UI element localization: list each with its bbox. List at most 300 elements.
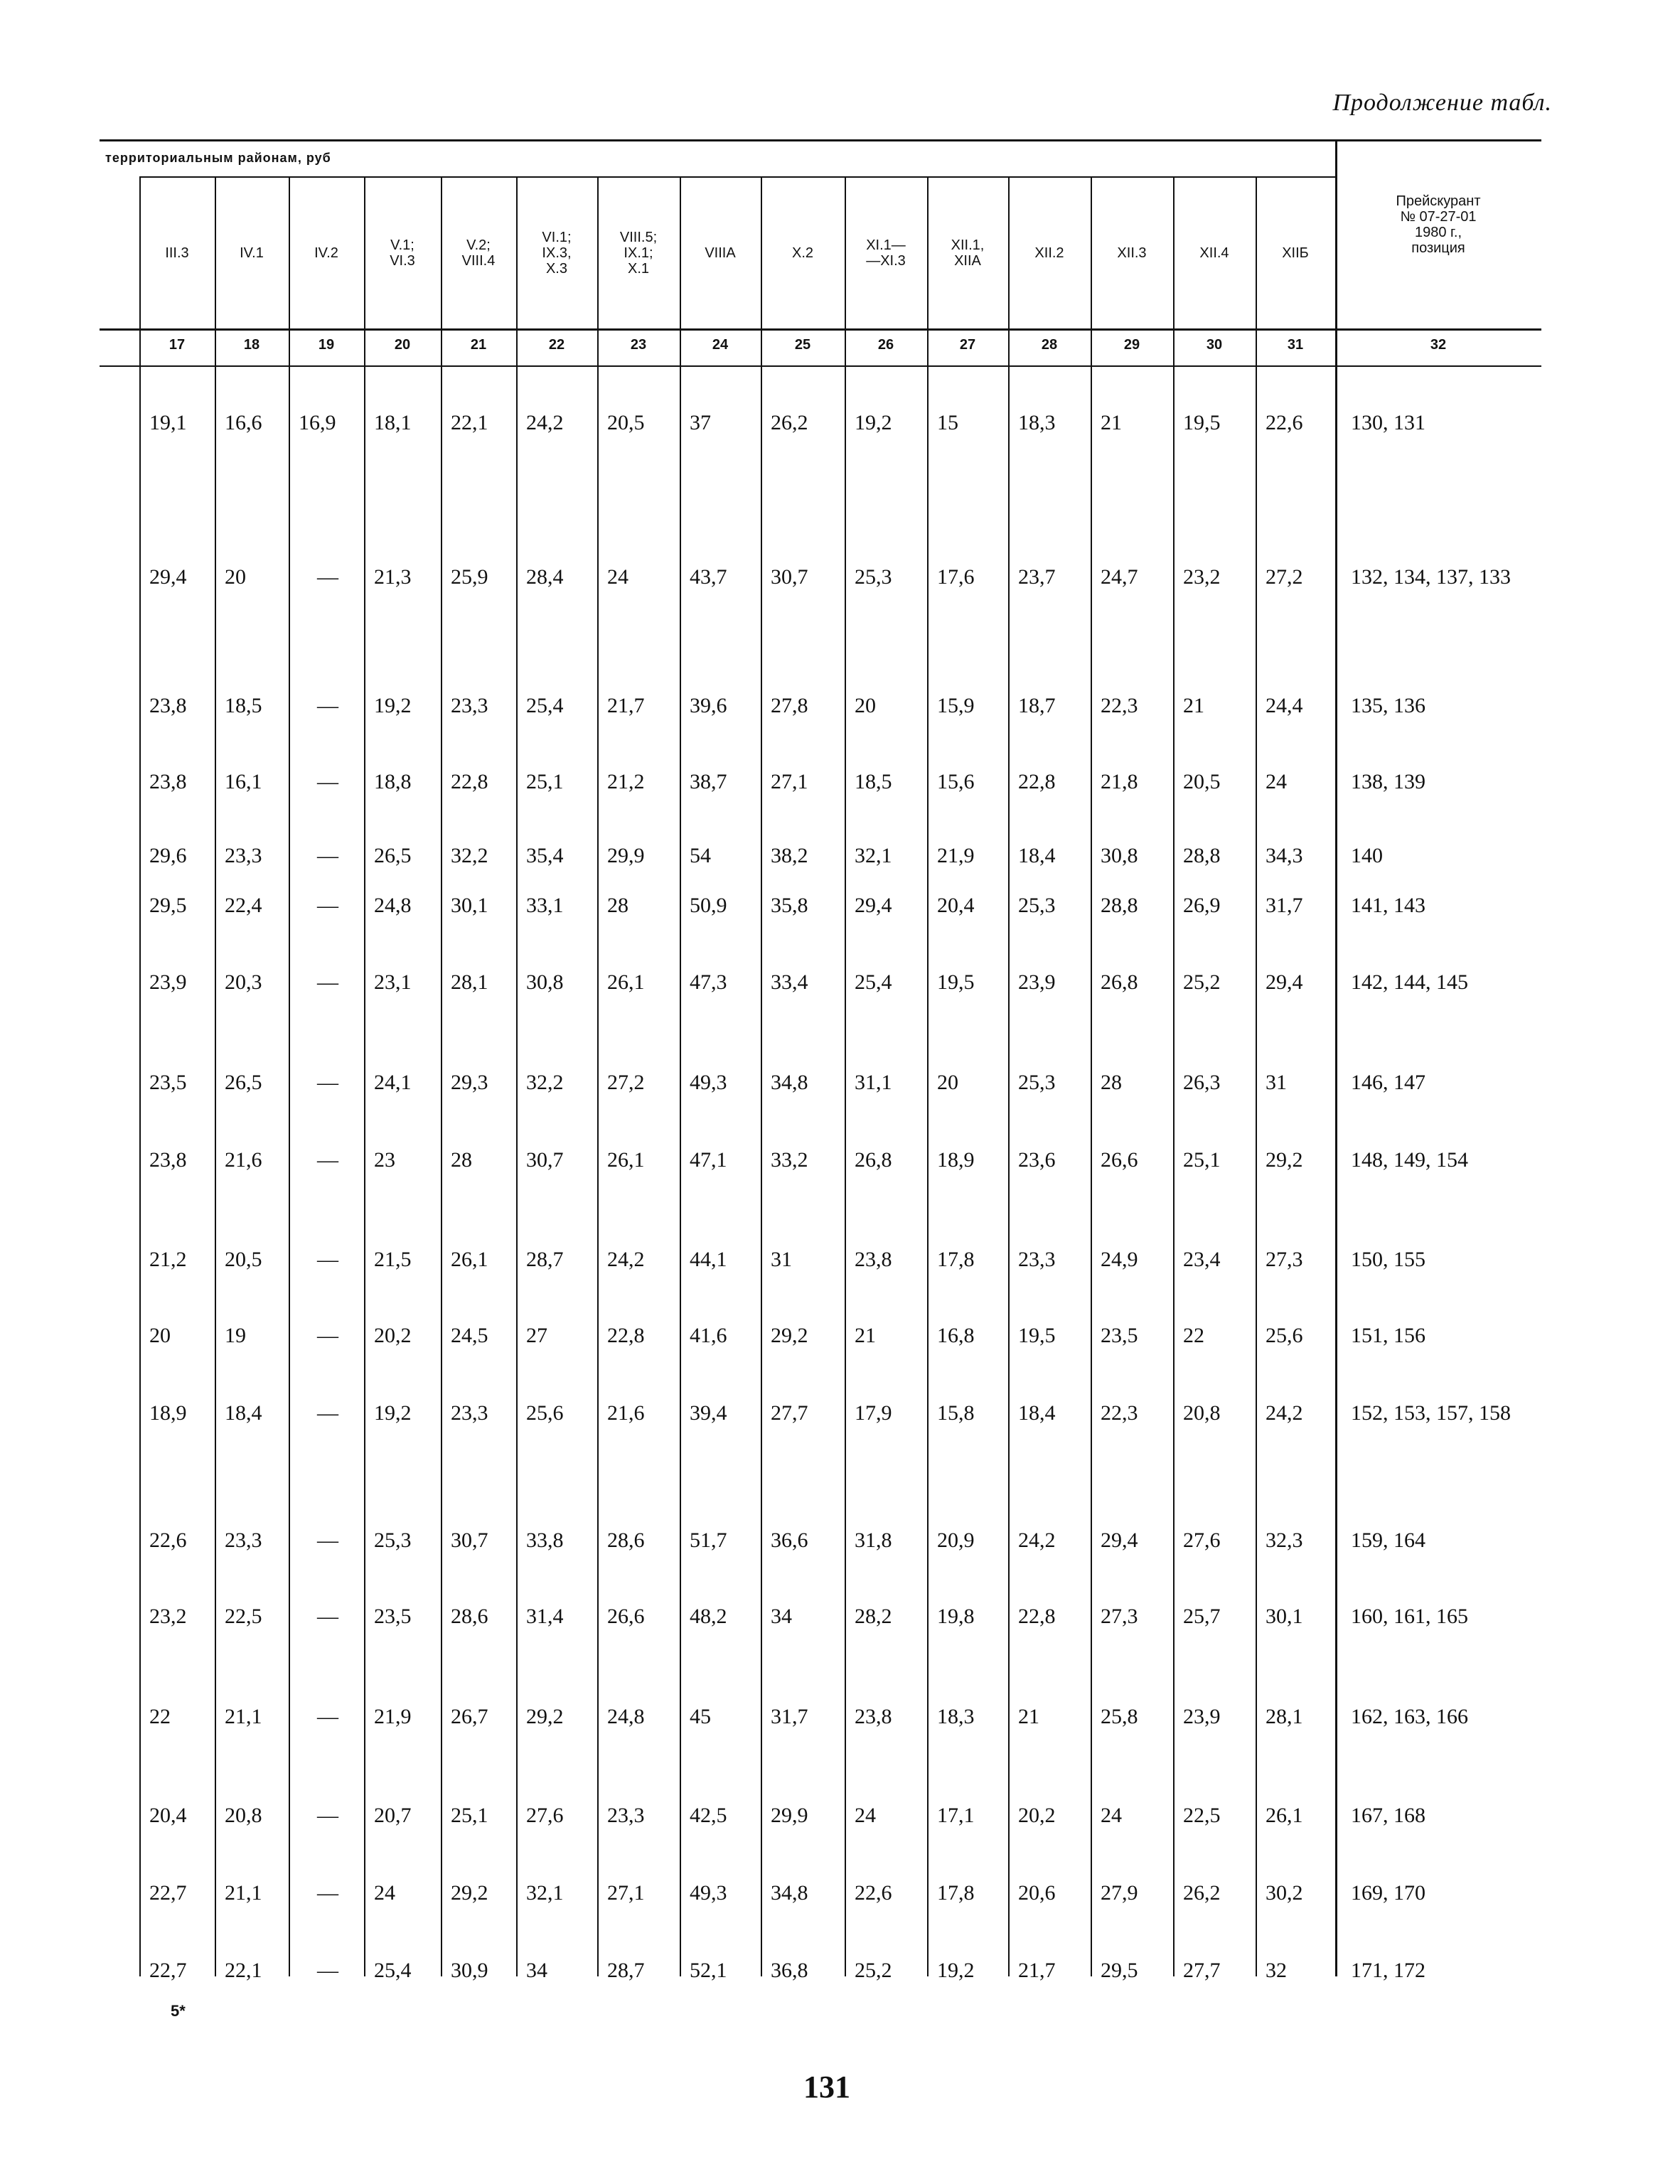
table-cell: 15 — [937, 411, 958, 434]
column-rule — [597, 178, 599, 1976]
table-cell: 24,2 — [1266, 1401, 1303, 1425]
column-number: 20 — [394, 337, 411, 353]
table-cell: 22,5 — [225, 1605, 262, 1628]
column-number: 31 — [1287, 337, 1304, 353]
table-cell: 27 — [526, 1324, 547, 1347]
table-cell: — — [317, 1605, 338, 1628]
table-cell: 19 — [225, 1324, 246, 1347]
table-cell: 19,5 — [937, 970, 975, 994]
column-header: XII.4 — [1199, 245, 1229, 261]
table-cell: 22,8 — [1018, 1605, 1056, 1628]
table-cell: 17,1 — [937, 1804, 975, 1827]
table-cell: 23,3 — [1018, 1248, 1056, 1271]
column-rule — [845, 178, 846, 1976]
table-cell: 23,8 — [855, 1705, 892, 1728]
table-cell: 29,3 — [451, 1071, 488, 1094]
table-cell: 24,2 — [607, 1248, 645, 1271]
column-header: V.1; VI.3 — [390, 237, 415, 269]
table-cell: 25,3 — [374, 1529, 412, 1552]
table-cell: 23,9 — [149, 970, 187, 994]
table-cell: 21,8 — [1101, 770, 1138, 793]
column-header: XIIБ — [1282, 245, 1309, 261]
table-cell: 24 — [1101, 1804, 1122, 1827]
table-cell: — — [317, 694, 338, 717]
table-cell: 32 — [1266, 1959, 1287, 1982]
column-header: IV.1 — [240, 245, 264, 261]
table-cell: 27,8 — [771, 694, 808, 717]
number-rule — [100, 365, 1541, 367]
column-header: VIII.5; IX.1; X.1 — [619, 230, 658, 277]
table-cell: 27,6 — [526, 1804, 564, 1827]
column-number: 18 — [243, 337, 260, 353]
table-cell: 26,6 — [1101, 1148, 1138, 1172]
table-cell: 27,3 — [1101, 1605, 1138, 1628]
table-cell: 19,2 — [855, 411, 892, 434]
table-cell: 18,5 — [855, 770, 892, 793]
table-cell: 18,7 — [1018, 694, 1056, 717]
table-cell: 21 — [855, 1324, 876, 1347]
table-cell: 23,4 — [1183, 1248, 1221, 1271]
table-cell: 26,5 — [225, 1071, 262, 1094]
table-cell: 31 — [771, 1248, 792, 1271]
table-cell: — — [317, 1959, 338, 1982]
price-position: 141, 143 — [1351, 894, 1425, 917]
table-cell: 30,9 — [451, 1959, 488, 1982]
table-cell: 23,5 — [149, 1071, 187, 1094]
table-cell: 19,5 — [1018, 1324, 1056, 1347]
price-position: 167, 168 — [1351, 1804, 1425, 1827]
table-cell: 20 — [149, 1324, 171, 1347]
column-header: III.3 — [165, 245, 189, 261]
header-rule — [100, 328, 1541, 331]
table-cell: 21 — [1018, 1705, 1039, 1728]
price-position: 171, 172 — [1351, 1959, 1425, 1982]
table-cell: 22 — [1183, 1324, 1204, 1347]
column-rule — [516, 178, 518, 1976]
table-cell: 28,7 — [607, 1959, 645, 1982]
table-cell: 21,1 — [225, 1705, 262, 1728]
table-cell: 22,6 — [149, 1529, 187, 1552]
table-cell: 34,3 — [1266, 844, 1303, 867]
table-cell: 26,9 — [1183, 894, 1221, 917]
table-cell: 48,2 — [690, 1605, 727, 1628]
table-cell: 21,6 — [225, 1148, 262, 1172]
table-cell: — — [317, 894, 338, 917]
price-position: 152, 153, 157, 158 — [1351, 1401, 1511, 1425]
table-cell: 21,5 — [374, 1248, 412, 1271]
table-cell: 23,9 — [1183, 1705, 1221, 1728]
table-cell: 35,8 — [771, 894, 808, 917]
table-cell: 19,8 — [937, 1605, 975, 1628]
column-rule — [139, 178, 141, 1976]
column-header: V.2; VIII.4 — [461, 237, 496, 269]
table-cell: 26,8 — [855, 1148, 892, 1172]
table-cell: 36,8 — [771, 1959, 808, 1982]
table-cell: 15,8 — [937, 1401, 975, 1425]
column-number: 32 — [1430, 337, 1447, 353]
table-cell: 22,8 — [1018, 770, 1056, 793]
column-header: VIIIA — [705, 245, 736, 261]
table-cell: 19,1 — [149, 411, 187, 434]
table-cell: 31 — [1266, 1071, 1287, 1094]
table-cell: 27,2 — [607, 1071, 645, 1094]
table-cell: — — [317, 970, 338, 994]
table-cell: 27,9 — [1101, 1881, 1138, 1905]
table-cell: 21,7 — [1018, 1959, 1056, 1982]
table-cell: 28,1 — [451, 970, 488, 994]
table-cell: 29,2 — [1266, 1148, 1303, 1172]
price-position: 169, 170 — [1351, 1881, 1425, 1905]
table-cell: 32,2 — [526, 1071, 564, 1094]
footnote: 5* — [171, 2002, 186, 2020]
table-cell: 23,7 — [1018, 565, 1056, 589]
table-cell: 23 — [374, 1148, 395, 1172]
table-cell: 30,7 — [526, 1148, 564, 1172]
table-cell: 18,3 — [937, 1705, 975, 1728]
table-cell: 18,9 — [937, 1148, 975, 1172]
table-cell: 21,3 — [374, 565, 412, 589]
table-cell: 20,5 — [225, 1248, 262, 1271]
group-title: территориальным районам, руб — [105, 151, 331, 165]
column-header: XII.1, XIIA — [951, 237, 985, 269]
table-cell: 25,1 — [1183, 1148, 1221, 1172]
price-position: 130, 131 — [1351, 411, 1425, 434]
price-position: 135, 136 — [1351, 694, 1425, 717]
table-cell: 24,2 — [526, 411, 564, 434]
column-rule — [1173, 178, 1175, 1976]
table-cell: 26,5 — [374, 844, 412, 867]
price-position: 162, 163, 166 — [1351, 1705, 1468, 1728]
table-cell: 26,1 — [607, 1148, 645, 1172]
price-position: 146, 147 — [1351, 1071, 1425, 1094]
table-cell: 17,6 — [937, 565, 975, 589]
table-cell: 27,1 — [771, 770, 808, 793]
table-cell: — — [317, 1804, 338, 1827]
table-cell: 39,4 — [690, 1401, 727, 1425]
table-cell: 25,1 — [526, 770, 564, 793]
table-cell: 17,9 — [855, 1401, 892, 1425]
table-cell: 18,1 — [374, 411, 412, 434]
column-rule — [215, 178, 216, 1976]
table-cell: — — [317, 1529, 338, 1552]
table-cell: 38,7 — [690, 770, 727, 793]
table-cell: 25,8 — [1101, 1705, 1138, 1728]
column-rule — [1091, 178, 1092, 1976]
table-cell: 31,8 — [855, 1529, 892, 1552]
table-cell: 21 — [1101, 411, 1122, 434]
table-cell: 21,6 — [607, 1401, 645, 1425]
table-cell: 18,4 — [1018, 844, 1056, 867]
price-position: 160, 161, 165 — [1351, 1605, 1468, 1628]
table-cell: 20,6 — [1018, 1881, 1056, 1905]
table-cell: 33,2 — [771, 1148, 808, 1172]
table-cell: 31,7 — [1266, 894, 1303, 917]
table-cell: 25,4 — [526, 694, 564, 717]
table-cell: 27,2 — [1266, 565, 1303, 589]
table-cell: 38,2 — [771, 844, 808, 867]
table-cell: — — [317, 1324, 338, 1347]
table-cell: 29,2 — [451, 1881, 488, 1905]
price-position: 140 — [1351, 844, 1383, 867]
table-cell: 31,1 — [855, 1071, 892, 1094]
table-cell: 27,3 — [1266, 1248, 1303, 1271]
table-cell: 21,2 — [149, 1248, 187, 1271]
table-cell: 32,1 — [855, 844, 892, 867]
table-cell: 30,8 — [1101, 844, 1138, 867]
table-cell: 37 — [690, 411, 711, 434]
table-cell: 18,3 — [1018, 411, 1056, 434]
column-rule — [1008, 178, 1010, 1976]
table-cell: 29,2 — [771, 1324, 808, 1347]
table-cell: 22,5 — [1183, 1804, 1221, 1827]
table-cell: 29,5 — [1101, 1959, 1138, 1982]
table-cell: 23,3 — [225, 844, 262, 867]
table-cell: 28,1 — [1266, 1705, 1303, 1728]
table-cell: — — [317, 1401, 338, 1425]
table-cell: 26,7 — [451, 1705, 488, 1728]
table-cell: 20,5 — [607, 411, 645, 434]
table-cell: 28,4 — [526, 565, 564, 589]
table-cell: 28 — [451, 1148, 472, 1172]
column-rule — [927, 178, 929, 1976]
table-cell: 22,6 — [1266, 411, 1303, 434]
table-cell: 29,2 — [526, 1705, 564, 1728]
table-cell: 27,7 — [771, 1401, 808, 1425]
table-cell: 23,2 — [1183, 565, 1221, 589]
table-cell: 34 — [526, 1959, 547, 1982]
table-cell: — — [317, 1705, 338, 1728]
column-number: 25 — [794, 337, 811, 353]
table-cell: 24 — [374, 1881, 395, 1905]
table-cell: 22,8 — [607, 1324, 645, 1347]
table-cell: 26,2 — [1183, 1881, 1221, 1905]
table-cell: 25,9 — [451, 565, 488, 589]
table-cell: 29,5 — [149, 894, 187, 917]
table-cell: 35,4 — [526, 844, 564, 867]
table-cell: 34,8 — [771, 1881, 808, 1905]
table-cell: 28,8 — [1183, 844, 1221, 867]
column-rule — [1256, 178, 1257, 1976]
table-cell: 20,2 — [374, 1324, 412, 1347]
table-cell: 16,6 — [225, 411, 262, 434]
table-cell: 31,4 — [526, 1605, 564, 1628]
table-cell: 21 — [1183, 694, 1204, 717]
table-cell: 54 — [690, 844, 711, 867]
table-cell: 24,5 — [451, 1324, 488, 1347]
table-cell: 19,2 — [937, 1959, 975, 1982]
column-header: IV.2 — [314, 245, 338, 261]
column-header: XII.2 — [1034, 245, 1064, 261]
table-cell: 20,9 — [937, 1529, 975, 1552]
table-cell: 26,1 — [451, 1248, 488, 1271]
table-cell: 49,3 — [690, 1881, 727, 1905]
caption: Продолжение табл. — [1332, 90, 1552, 116]
table-cell: 25,4 — [855, 970, 892, 994]
table-cell: 24,8 — [607, 1705, 645, 1728]
table-cell: 22,6 — [855, 1881, 892, 1905]
table-cell: 20,4 — [937, 894, 975, 917]
table-cell: 49,3 — [690, 1071, 727, 1094]
table-cell: 26,2 — [771, 411, 808, 434]
table-cell: — — [317, 1148, 338, 1172]
table-cell: 20,3 — [225, 970, 262, 994]
table-cell: 25,6 — [1266, 1324, 1303, 1347]
table-cell: 24,2 — [1018, 1529, 1056, 1552]
table-cell: 21,2 — [607, 770, 645, 793]
price-column-header: Прейскурант № 07-27-01 1980 г., позиция — [1396, 193, 1481, 256]
table-cell: 32,1 — [526, 1881, 564, 1905]
table-cell: 27,6 — [1183, 1529, 1221, 1552]
column-number: 24 — [712, 337, 729, 353]
table-cell: 24 — [1266, 770, 1287, 793]
column-number: 30 — [1206, 337, 1223, 353]
table-cell: — — [317, 1071, 338, 1094]
table-cell: 52,1 — [690, 1959, 727, 1982]
column-number: 19 — [318, 337, 335, 353]
table-cell: 23,5 — [1101, 1324, 1138, 1347]
table-cell: 20,5 — [1183, 770, 1221, 793]
table-cell: 25,2 — [1183, 970, 1221, 994]
table-cell: 50,9 — [690, 894, 727, 917]
table-cell: 23,8 — [149, 1148, 187, 1172]
table-cell: — — [317, 770, 338, 793]
table-cell: 25,3 — [1018, 1071, 1056, 1094]
table-cell: 32,3 — [1266, 1529, 1303, 1552]
table-cell: 21,1 — [225, 1881, 262, 1905]
table-cell: 33,4 — [771, 970, 808, 994]
table-cell: 28,2 — [855, 1605, 892, 1628]
table-cell: 15,9 — [937, 694, 975, 717]
table-cell: 25,7 — [1183, 1605, 1221, 1628]
table-cell: 18,4 — [225, 1401, 262, 1425]
table-cell: 32,2 — [451, 844, 488, 867]
table-cell: 18,9 — [149, 1401, 187, 1425]
table-cell: 22,7 — [149, 1881, 187, 1905]
table-cell: 26,6 — [607, 1605, 645, 1628]
column-rule — [364, 178, 365, 1976]
table-cell: 18,5 — [225, 694, 262, 717]
column-header: XI.1— —XI.3 — [866, 237, 906, 269]
table-cell: 20,7 — [374, 1804, 412, 1827]
table-cell: 16,1 — [225, 770, 262, 793]
table-cell: 20,2 — [1018, 1804, 1056, 1827]
table-cell: 23,8 — [149, 770, 187, 793]
table-cell: 26,1 — [607, 970, 645, 994]
column-rule — [680, 178, 681, 1976]
table-cell: 28,6 — [607, 1529, 645, 1552]
table-cell: 23,6 — [1018, 1148, 1056, 1172]
table-cell: 22,4 — [225, 894, 262, 917]
table-cell: 24,4 — [1266, 694, 1303, 717]
table-cell: 30,7 — [771, 565, 808, 589]
table-cell: 18,8 — [374, 770, 412, 793]
table-cell: 23,5 — [374, 1605, 412, 1628]
column-header: XII.3 — [1117, 245, 1147, 261]
table-cell: 51,7 — [690, 1529, 727, 1552]
table-cell: 29,6 — [149, 844, 187, 867]
table-cell: 22,3 — [1101, 1401, 1138, 1425]
table-cell: 20 — [937, 1071, 958, 1094]
table-cell: 22,3 — [1101, 694, 1138, 717]
table-cell: 33,8 — [526, 1529, 564, 1552]
table-cell: — — [317, 1881, 338, 1905]
table-cell: 23,3 — [451, 694, 488, 717]
table-cell: 29,4 — [1101, 1529, 1138, 1552]
column-number: 29 — [1123, 337, 1140, 353]
table-cell: 28 — [607, 894, 628, 917]
column-number: 27 — [959, 337, 976, 353]
table-cell: 16,8 — [937, 1324, 975, 1347]
table-cell: 44,1 — [690, 1248, 727, 1271]
price-position: 159, 164 — [1351, 1529, 1425, 1552]
column-number: 26 — [877, 337, 894, 353]
table-cell: 20 — [855, 694, 876, 717]
table-cell: 36,6 — [771, 1529, 808, 1552]
table-cell: 29,9 — [771, 1804, 808, 1827]
table-cell: 45 — [690, 1705, 711, 1728]
table-cell: 25,6 — [526, 1401, 564, 1425]
table-cell: 28,8 — [1101, 894, 1138, 917]
table-cell: 27,7 — [1183, 1959, 1221, 1982]
column-number: 23 — [630, 337, 647, 353]
table-cell: 20 — [225, 565, 246, 589]
price-column-rule — [1335, 139, 1337, 1976]
table-cell: 21,7 — [607, 694, 645, 717]
table-cell: 22,7 — [149, 1959, 187, 1982]
table-cell: 43,7 — [690, 565, 727, 589]
table-cell: 39,6 — [690, 694, 727, 717]
table-cell: 29,4 — [149, 565, 187, 589]
column-number: 22 — [548, 337, 565, 353]
table-cell: 22 — [149, 1705, 171, 1728]
table-cell: 30,2 — [1266, 1881, 1303, 1905]
group-rule — [139, 176, 1335, 178]
table-cell: 25,3 — [1018, 894, 1056, 917]
table-cell: 23,2 — [149, 1605, 187, 1628]
table-cell: 26,8 — [1101, 970, 1138, 994]
table-cell: 16,9 — [299, 411, 336, 434]
table-cell: 25,1 — [451, 1804, 488, 1827]
table-cell: 20,4 — [149, 1804, 187, 1827]
price-position: 148, 149, 154 — [1351, 1148, 1468, 1172]
table-cell: 30,1 — [1266, 1605, 1303, 1628]
table-cell: 24,1 — [374, 1071, 412, 1094]
table-cell: 22,8 — [451, 770, 488, 793]
table-cell: 24,8 — [374, 894, 412, 917]
table-cell: 21,9 — [374, 1705, 412, 1728]
table-cell: 30,1 — [451, 894, 488, 917]
price-position: 151, 156 — [1351, 1324, 1425, 1347]
table-cell: 34,8 — [771, 1071, 808, 1094]
column-rule — [289, 178, 290, 1976]
table-cell: 47,1 — [690, 1148, 727, 1172]
table-cell: 19,2 — [374, 694, 412, 717]
table-cell: 29,9 — [607, 844, 645, 867]
table-cell: 28,6 — [451, 1605, 488, 1628]
price-position: 132, 134, 137, 133 — [1351, 565, 1511, 589]
column-number: 28 — [1041, 337, 1058, 353]
table-cell: 33,1 — [526, 894, 564, 917]
price-position: 142, 144, 145 — [1351, 970, 1468, 994]
price-position: 138, 139 — [1351, 770, 1425, 793]
table-cell: 15,6 — [937, 770, 975, 793]
table-cell: 24 — [607, 565, 628, 589]
table-cell: 26,3 — [1183, 1071, 1221, 1094]
table-cell: 25,4 — [374, 1959, 412, 1982]
table-cell: 23,3 — [607, 1804, 645, 1827]
table-cell: 34 — [771, 1605, 792, 1628]
table-cell: 19,2 — [374, 1401, 412, 1425]
